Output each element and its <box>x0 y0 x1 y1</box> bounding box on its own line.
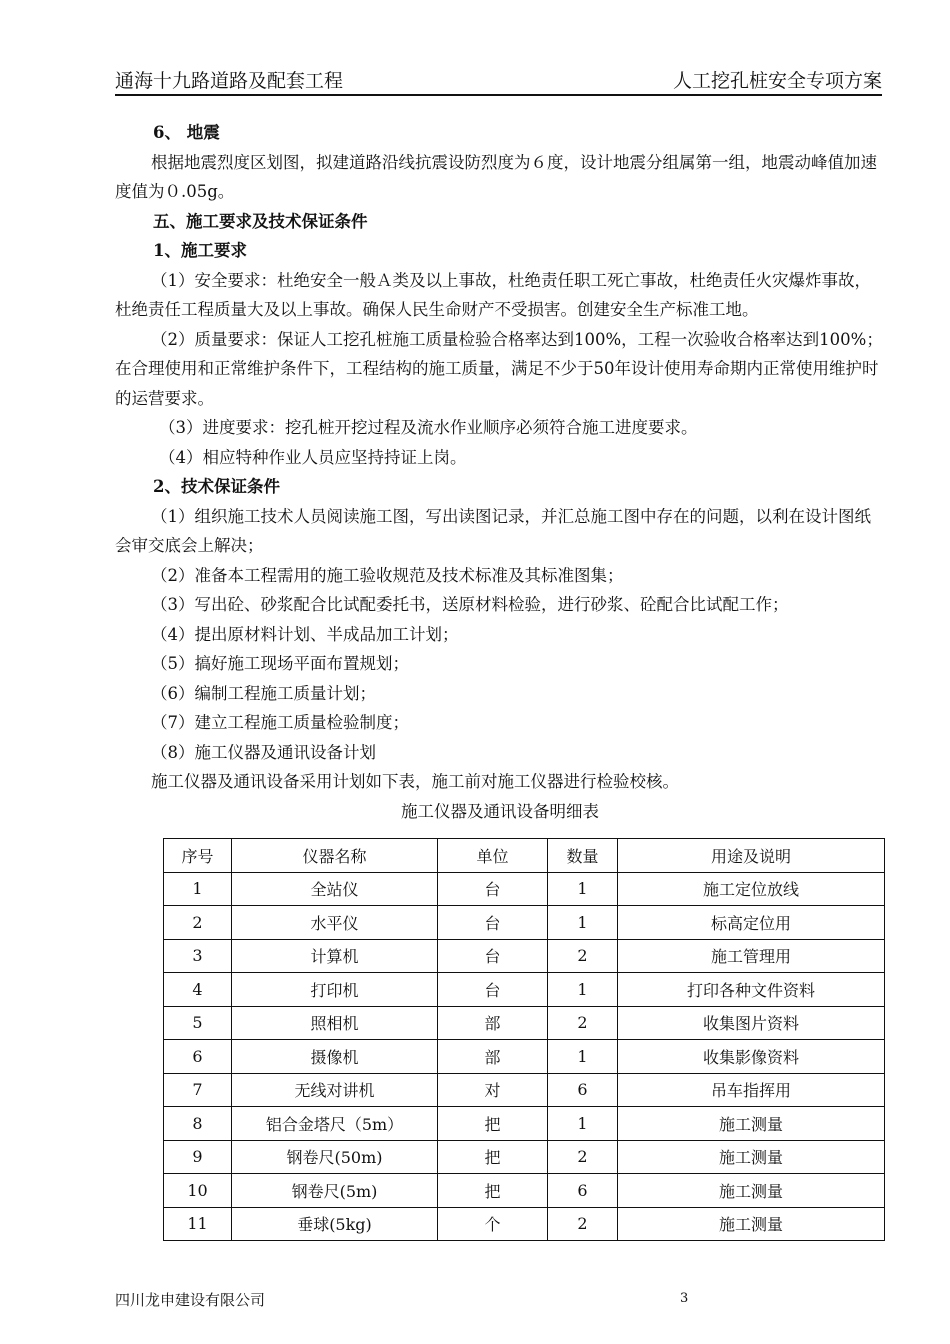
document-title: 人工挖孔桩安全专项方案 <box>672 70 882 92</box>
cell-index: 1 <box>164 872 232 906</box>
cell-quantity: 2 <box>548 1006 618 1040</box>
section-6-text: 根据地震烈度区划图，拟建道路沿线抗震设防烈度为６度，设计地震分组属第一组，地震动峰值加速度值为０.05g。 <box>115 152 877 201</box>
table-row <box>164 906 885 940</box>
cell-quantity: 6 <box>548 1073 618 1107</box>
tech-item-7: （7）建立工程施工质量检验制度； <box>151 713 409 732</box>
cell-quantity: 2 <box>548 1207 618 1241</box>
cell-purpose: 标高定位用 <box>618 906 885 940</box>
paragraph-quality: （2）质量要求：保证人工挖孔桩施工质量检验合格率达到100%，工程一次验收合格率达到100%；在合理使用和正常维护条件下，工程结构的施工质量，满足不少于50年设计使用寿命期内正常使用维护时的运营要求。 <box>115 329 883 408</box>
cell-purpose: 施工定位放线 <box>618 872 885 906</box>
project-title: 通海十九路道路及配套工程 <box>115 70 344 92</box>
cell-name: 水平仪 <box>232 906 438 940</box>
cell-unit: 台 <box>438 906 548 940</box>
cell-quantity: 2 <box>548 939 618 973</box>
cell-unit: 把 <box>438 1107 548 1141</box>
cell-quantity: 1 <box>548 1040 618 1074</box>
table-row <box>164 1006 885 1040</box>
header-name: 仪器名称 <box>232 839 438 873</box>
page-header <box>115 66 882 96</box>
paragraph-schedule: （3）进度要求：挖孔桩开挖过程及流水作业顺序必须符合施工进度要求。 <box>159 418 698 437</box>
cell-unit: 个 <box>438 1207 548 1241</box>
subsection-1-heading: 1、施工要求 <box>153 241 247 260</box>
cell-purpose: 收集图片资料 <box>618 1006 885 1040</box>
cell-purpose: 施工测量 <box>618 1140 885 1174</box>
cell-purpose: 施工管理用 <box>618 939 885 973</box>
cell-purpose: 吊车指挥用 <box>618 1073 885 1107</box>
cell-name: 钢卷尺(5m) <box>232 1174 438 1208</box>
table-header-row <box>164 839 885 873</box>
cell-index: 4 <box>164 973 232 1007</box>
table-row <box>164 973 885 1007</box>
cell-unit: 台 <box>438 939 548 973</box>
paragraph-personnel: （4）相应特种作业人员应坚持持证上岗。 <box>159 447 467 467</box>
cell-purpose: 施工测量 <box>618 1107 885 1141</box>
cell-name: 钢卷尺(50m) <box>232 1140 438 1174</box>
subsection-2-heading: 2、技术保证条件 <box>153 477 280 496</box>
cell-index: 9 <box>164 1140 232 1174</box>
cell-index: 7 <box>164 1073 232 1107</box>
tech-item-5: （5）搞好施工现场平面布置规划； <box>151 654 409 673</box>
cell-purpose: 施工测量 <box>618 1207 885 1241</box>
cell-unit: 台 <box>438 872 548 906</box>
cell-index: 8 <box>164 1107 232 1141</box>
cell-name: 打印机 <box>232 973 438 1007</box>
cell-unit: 部 <box>438 1040 548 1074</box>
cell-quantity: 6 <box>548 1174 618 1208</box>
cell-name: 摄像机 <box>232 1040 438 1074</box>
cell-name: 照相机 <box>232 1006 438 1040</box>
table-row <box>164 1040 885 1074</box>
cell-unit: 把 <box>438 1174 548 1208</box>
cell-index: 10 <box>164 1174 232 1208</box>
cell-index: 5 <box>164 1006 232 1040</box>
equipment-table <box>163 838 885 1241</box>
cell-name: 无线对讲机 <box>232 1073 438 1107</box>
cell-index: 11 <box>164 1207 232 1241</box>
cell-name: 计算机 <box>232 939 438 973</box>
cell-name: 铝合金塔尺（5m） <box>232 1107 438 1141</box>
cell-purpose: 打印各种文件资料 <box>618 973 885 1007</box>
table-intro: 施工仪器及通讯设备采用计划如下表，施工前对施工仪器进行检验校核。 <box>151 772 679 791</box>
table-row <box>164 1207 885 1241</box>
header-quantity: 数量 <box>548 839 618 873</box>
cell-quantity: 1 <box>548 1107 618 1141</box>
table-row <box>164 1174 885 1208</box>
paragraph-safety: （1）安全要求：杜绝安全一般Ａ类及以上事故，杜绝责任职工死亡事故，杜绝责任火灾爆炸事故，杜绝责任工程质量大及以上事故。确保人民生命财产不受损害。创建安全生产标准工地。 <box>115 270 871 319</box>
table-row <box>164 872 885 906</box>
cell-purpose: 施工测量 <box>618 1174 885 1208</box>
cell-name: 垂球(5kg) <box>232 1207 438 1241</box>
tech-item-4: （4）提出原材料计划、半成品加工计划； <box>151 624 459 644</box>
table-row <box>164 1140 885 1174</box>
cell-name: 全站仪 <box>232 872 438 906</box>
table-row <box>164 1073 885 1107</box>
table-row <box>164 1107 885 1141</box>
tech-item-8: （8）施工仪器及通讯设备计划 <box>151 742 376 762</box>
cell-quantity: 1 <box>548 872 618 906</box>
table-row <box>164 939 885 973</box>
cell-index: 6 <box>164 1040 232 1074</box>
cell-unit: 把 <box>438 1140 548 1174</box>
cell-index: 3 <box>164 939 232 973</box>
cell-purpose: 收集影像资料 <box>618 1040 885 1074</box>
header-purpose: 用途及说明 <box>618 839 885 873</box>
page-number: 3 <box>680 1291 689 1306</box>
tech-item-6: （6）编制工程施工质量计划； <box>151 683 376 703</box>
tech-item-2: （2）准备本工程需用的施工验收规范及技术标准及其标准图集； <box>151 565 624 585</box>
footer-company: 四川龙申建设有限公司 <box>115 1291 266 1309</box>
cell-unit: 部 <box>438 1006 548 1040</box>
cell-index: 2 <box>164 906 232 940</box>
section-6-heading: 6、 地震 <box>153 123 220 142</box>
section-5-heading: 五、施工要求及技术保证条件 <box>153 211 368 231</box>
table-title: 施工仪器及通讯设备明细表 <box>401 801 599 821</box>
cell-unit: 对 <box>438 1073 548 1107</box>
tech-item-3: （3）写出砼、砂浆配合比试配委托书，送原材料检验，进行砂浆、砼配合比试配工作； <box>151 595 789 614</box>
header-index: 序号 <box>164 839 232 873</box>
cell-quantity: 1 <box>548 906 618 940</box>
cell-quantity: 1 <box>548 973 618 1007</box>
cell-unit: 台 <box>438 973 548 1007</box>
document-body <box>115 118 885 826</box>
cell-quantity: 2 <box>548 1140 618 1174</box>
tech-item-1: （1）组织施工技术人员阅读施工图，写出读图记录，并汇总施工图中存在的问题，以利在设计图纸会审交底会上解决； <box>115 506 871 555</box>
header-unit: 单位 <box>438 839 548 873</box>
